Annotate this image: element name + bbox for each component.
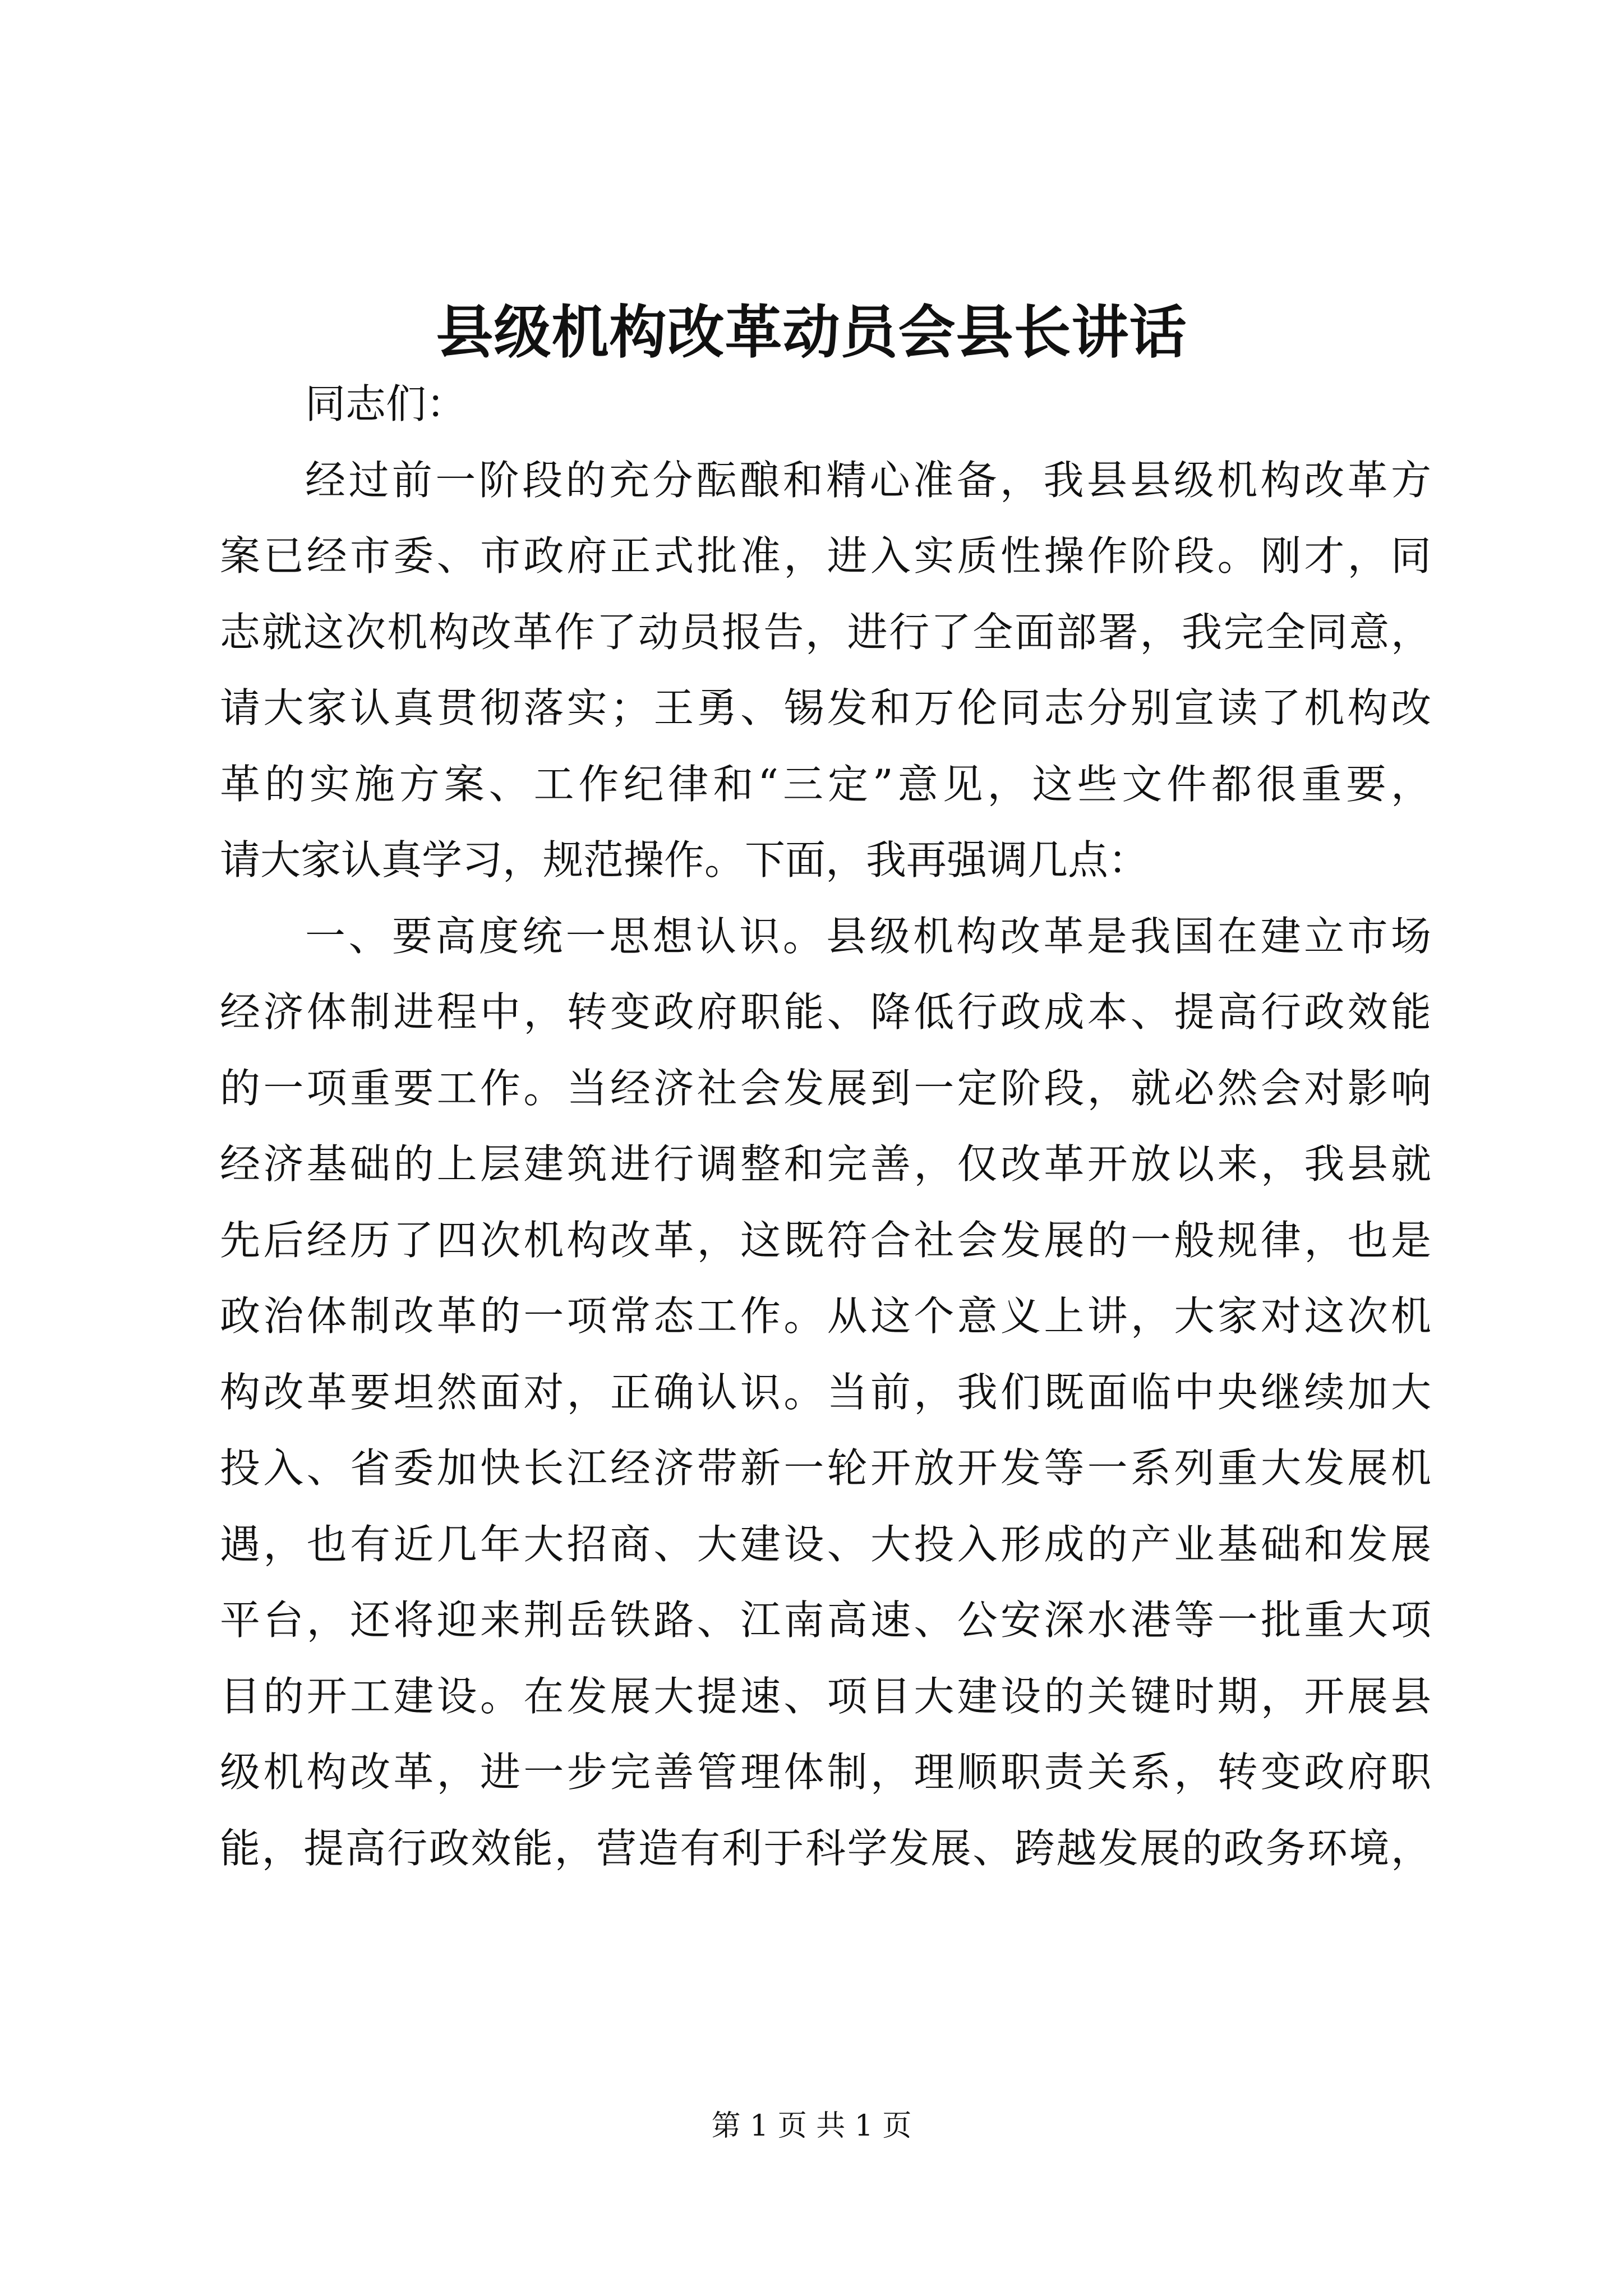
text-line: 请大家认真学习，规范操作。下面，我再强调几点：: [220, 836, 1149, 884]
text-line: 的一项重要工作。当经济社会发展到一定阶段，就必然会对影响: [220, 1065, 1431, 1112]
text-line: 案已经市委、市政府正式批准，进入实质性操作阶段。刚才，同: [220, 532, 1431, 579]
text-line: 经济基础的上层建筑进行调整和完善，仅改革开放以来，我县就: [220, 1140, 1431, 1188]
text-line: 遇，也有近几年大招商、大建设、大投入形成的产业基础和发展: [220, 1521, 1431, 1568]
text-line: 革的实施方案、工作纪律和“三定”意见，这些文件都很重要，: [220, 761, 1431, 808]
text-line: 平台，还将迎来荆岳铁路、江南高速、公安深水港等一批重大项: [220, 1596, 1431, 1644]
document-title: 县级机构改革动员会县长讲话: [436, 299, 1187, 366]
text-line: 先后经历了四次机构改革，这既符合社会发展的一般规律，也是: [220, 1217, 1431, 1264]
text-line: 经过前一阶段的充分酝酿和精心准备，我县县级机构改革方: [305, 457, 1431, 504]
text-line: 级机构改革，进一步完善管理体制，理顺职责关系，转变政府职: [220, 1749, 1431, 1796]
text-line: 经济体制进程中，转变政府职能、降低行政成本、提高行政效能: [220, 988, 1431, 1036]
text-line: 政治体制改革的一项常态工作。从这个意义上讲，大家对这次机: [220, 1292, 1431, 1340]
text-line: 同志们：: [305, 380, 467, 427]
text-line: 投入、省委加快长江经济带新一轮开放开发等一系列重大发展机: [220, 1444, 1431, 1492]
text-line: 能，提高行政效能，营造有利于科学发展、跨越发展的政务环境，: [220, 1825, 1431, 1872]
text-line: 目的开工建设。在发展大提速、项目大建设的关键时期，开展县: [220, 1673, 1431, 1720]
text-line: 志就这次机构改革作了动员报告，进行了全面部署，我完全同意，: [220, 609, 1431, 656]
text-line: 构改革要坦然面对，正确认识。当前，我们既面临中央继续加大: [220, 1369, 1431, 1416]
text-line: 请大家认真贯彻落实；王勇、锡发和万伦同志分别宣读了机构改: [220, 684, 1431, 731]
text-line: 一、要高度统一思想认识。县级机构改革是我国在建立市场: [305, 913, 1431, 960]
page-footer: 第 1 页 共 1 页: [711, 2109, 912, 2143]
